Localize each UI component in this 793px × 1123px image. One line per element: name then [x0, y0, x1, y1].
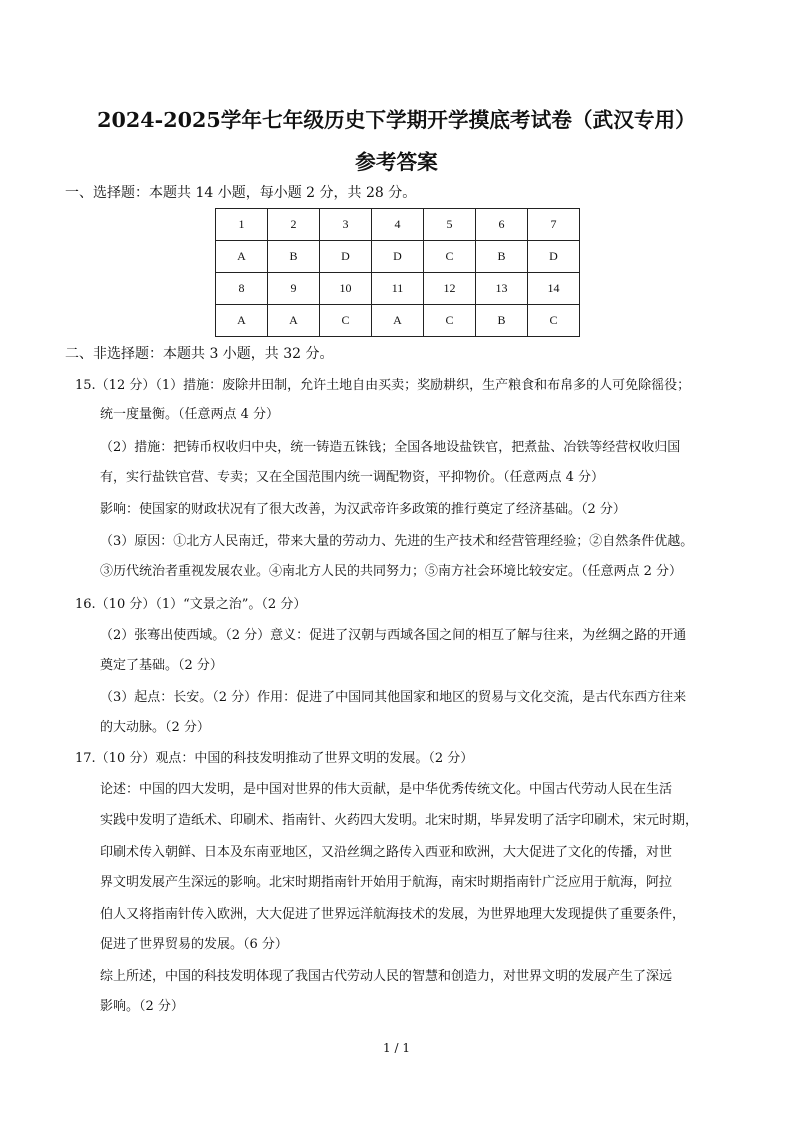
answer-line: 15.（12 分）（1）措施：废除井田制，允许土地自由买卖；奖励耕织，生产粮食和布帛多的人可免除徭役；	[75, 378, 691, 393]
section2-heading: 二、非选择题：本题共 3 小题，共 32 分。	[65, 346, 334, 362]
table-cell: A	[268, 305, 320, 337]
answer-line: 印刷术传入朝鲜、日本及东南亚地区，又沿丝绸之路传入西亚和欧洲，大大促进了文化的传播，对世	[100, 845, 673, 860]
table-cell: 9	[268, 273, 320, 305]
table-cell: 6	[476, 209, 528, 241]
table-cell: 8	[216, 273, 268, 305]
answer-line: 界文明发展产生深远的影响。北宋时期指南针开始用于航海，南宋时期指南针广泛应用于航海，阿拉	[100, 875, 673, 890]
answer-line: （3）原因：①北方人民南迁，带来大量的劳动力、先进的生产技术和经营管理经验；②自然条件优越。	[100, 534, 694, 549]
table-cell: 3	[320, 209, 372, 241]
table-cell: B	[476, 241, 528, 273]
table-cell: D	[372, 241, 424, 273]
answer-line: 综上所述，中国的科技发明体现了我国古代劳动人民的智慧和创造力，对世界文明的发展产生了深远	[100, 969, 673, 984]
answer-line: 实践中发明了造纸术、印刷术、指南针、火药四大发明。北宋时期，毕昇发明了活字印刷术，宋元时期，	[100, 813, 699, 828]
table-cell: A	[216, 305, 268, 337]
table-cell: C	[528, 305, 580, 337]
answer-line: 促进了世界贸易的发展。（6 分）	[100, 937, 288, 952]
table-cell: 10	[320, 273, 372, 305]
page-title: 2024-2025学年七年级历史下学期开学摸底考试卷（武汉专用）	[97, 108, 696, 132]
answer-line: （2）措施：把铸币权收归中央，统一铸造五铢钱；全国各地设盐铁官，把煮盐、冶铁等经营权收归国	[100, 440, 681, 455]
table-cell: 5	[424, 209, 476, 241]
table-cell: 12	[424, 273, 476, 305]
answer-line: 伯人又将指南针传入欧洲，大大促进了世界远洋航海技术的发展，为世界地理大发现提供了重要条件，	[100, 907, 686, 922]
answer-line: ③历代统治者重视发展农业。④南北方人民的共同努力；⑤南方社会环境比较安定。（任意两点 2 分）	[100, 564, 683, 579]
answer-line: 统一度量衡。（任意两点 4 分）	[100, 407, 280, 422]
table-cell: 2	[268, 209, 320, 241]
answer-line: （3）起点：长安。（2 分）作用：促进了中国同其他国家和地区的贸易与文化交流，是古代东西方往来	[100, 690, 687, 705]
table-cell: A	[372, 305, 424, 337]
table-row	[216, 305, 580, 337]
answer-line: 16.（10 分）（1）“文景之治”。（2 分）	[75, 597, 307, 612]
table-row	[216, 273, 580, 305]
answer-line: 论述：中国的四大发明，是中国对世界的伟大贡献，是中华优秀传统文化。中国古代劳动人民在生活	[100, 782, 673, 797]
table-cell: A	[216, 241, 268, 273]
table-cell: 1	[216, 209, 268, 241]
table-cell: 14	[528, 273, 580, 305]
answer-line: （2）张骞出使西域。（2 分）意义：促进了汉朝与西域各国之间的相互了解与往来，为丝绸之路的开通	[100, 628, 687, 643]
table-cell: 7	[528, 209, 580, 241]
table-cell: B	[268, 241, 320, 273]
table-cell: C	[320, 305, 372, 337]
section1-heading: 一、选择题：本题共 14 小题，每小题 2 分，共 28 分。	[65, 185, 417, 201]
page-subtitle: 参考答案	[355, 150, 438, 174]
answer-line: 有，实行盐铁官营、专卖；又在全国范围内统一调配物资，平抑物价。（任意两点 4 分）	[100, 470, 605, 485]
answer-line: 影响：使国家的财政状况有了很大改善，为汉武帝许多政策的推行奠定了经济基础。（2 分）	[100, 502, 626, 517]
answer-line: 影响。（2 分）	[100, 999, 184, 1014]
table-cell: C	[424, 241, 476, 273]
answer-line: 奠定了基础。（2 分）	[100, 658, 223, 673]
answer-line: 的大动脉。（2 分）	[100, 720, 210, 735]
table-cell: D	[528, 241, 580, 273]
answer-table	[215, 208, 580, 337]
table-cell: C	[424, 305, 476, 337]
table-cell: B	[476, 305, 528, 337]
answer-line: 17.（10 分）观点：中国的科技发明推动了世界文明的发展。（2 分）	[75, 751, 474, 766]
table-cell: 4	[372, 209, 424, 241]
table-cell: 11	[372, 273, 424, 305]
table-cell: 13	[476, 273, 528, 305]
table-cell: D	[320, 241, 372, 273]
table-row	[216, 241, 580, 273]
table-row	[216, 209, 580, 241]
page-number: 1 / 1	[383, 1041, 410, 1055]
